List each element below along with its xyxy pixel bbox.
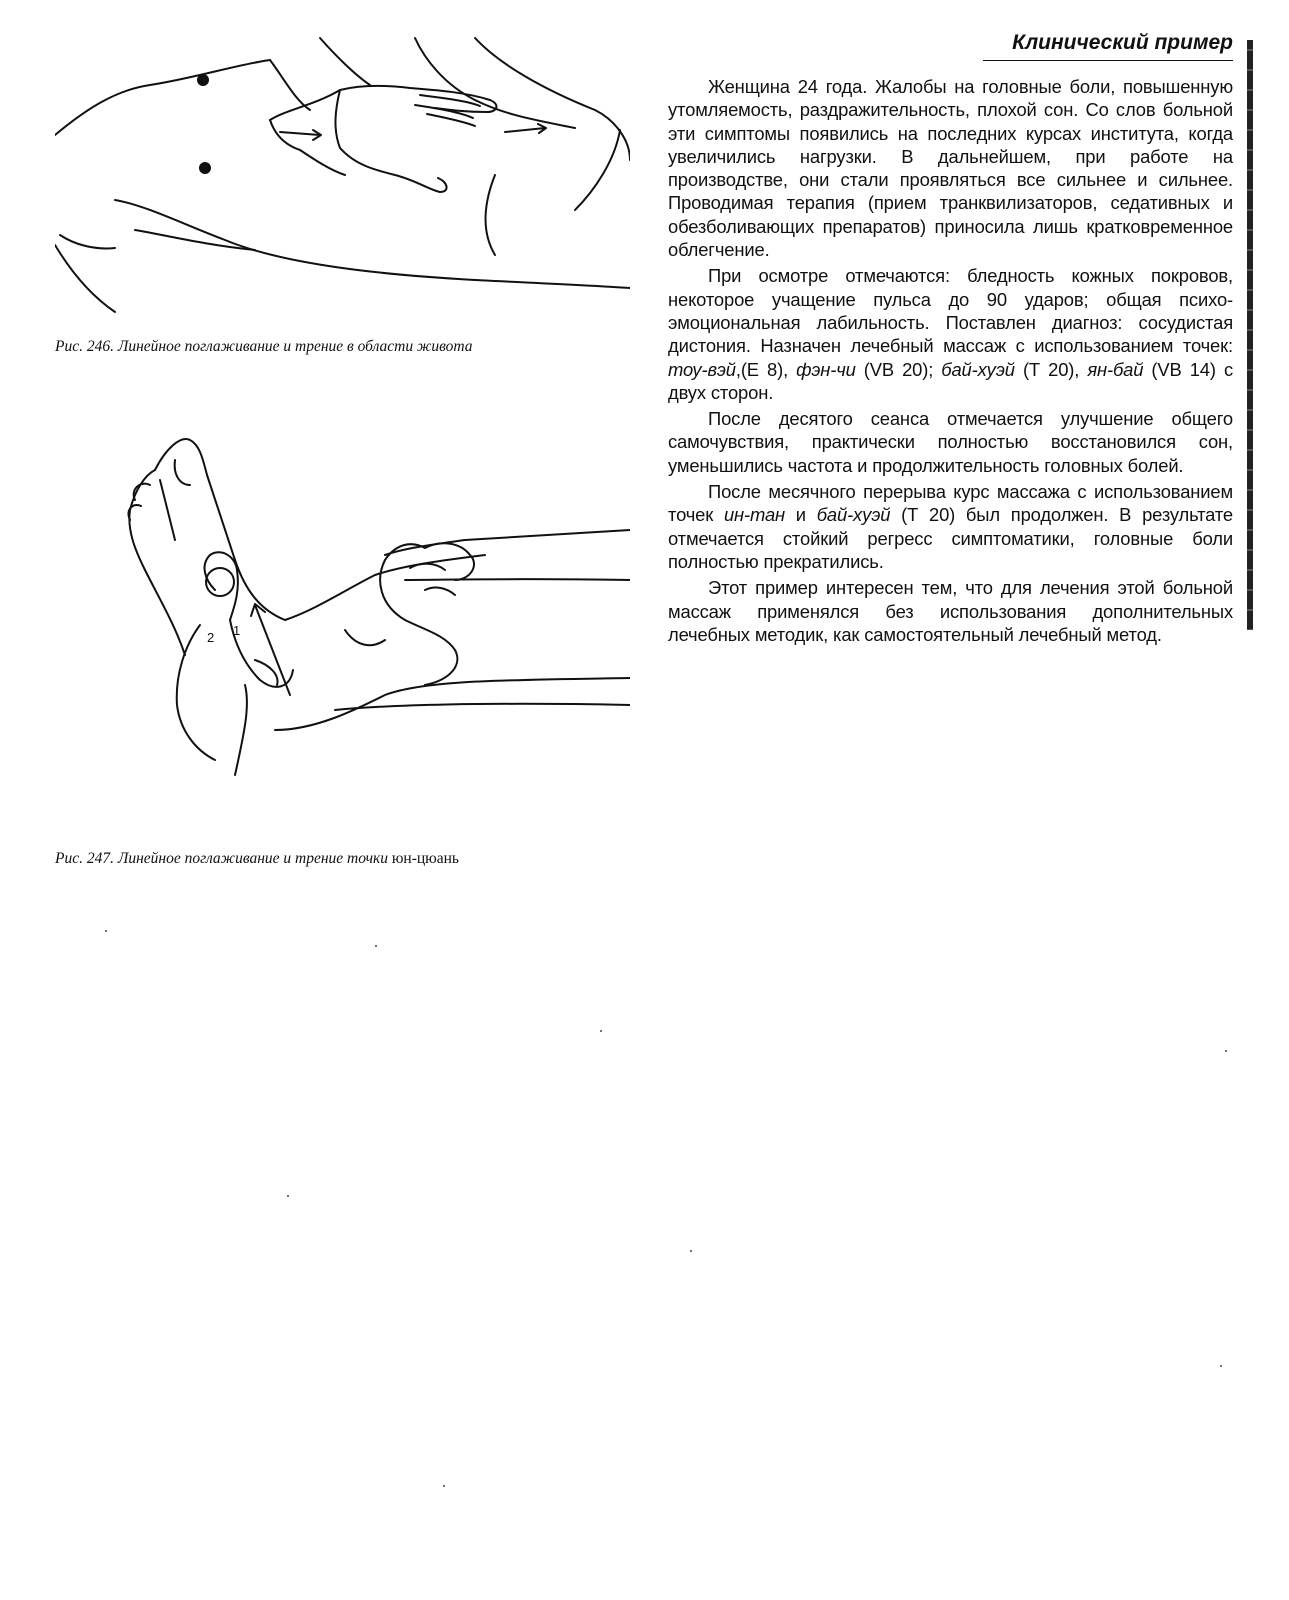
figure-247-caption (55, 850, 630, 867)
figure-247-caption-point: юн-цюань (391, 850, 459, 867)
point-name: бай-хуэй (816, 504, 891, 526)
point-name: ян-бай (1087, 358, 1144, 380)
page-edge-mark (1247, 40, 1253, 630)
paragraph-second-course: После месячного перерыва курс массажа с использованием точек ин-тан и бай-хуэй (Т 20) был продолжен. В результате отмечается стойкий регресс симптоматики, головные боли полностью прекратились. (668, 481, 1233, 572)
scan-speck (1220, 1365, 1222, 1367)
abdomen-massage-illustration (55, 30, 630, 320)
figure-247-foot-massage (85, 430, 630, 780)
running-title: Клинический пример (983, 30, 1233, 61)
paragraph-examination: При осмотре отмечаются: бледность кожных покровов, некоторое учащение пульса до 90 ударов; общая психо-эмоциональная лабильность. Поставлен диагноз: сосудистая дистония. Назначен лечебный массаж с использованием точек: тоу-вэй,(Е 8), фэн-чи (VB 20); бай-хуэй (Т 20), ян-бай (VB 14) с двух сторон. (668, 265, 1234, 403)
scan-speck (690, 1250, 692, 1252)
right-column (668, 30, 1233, 649)
scan-speck (600, 1030, 602, 1032)
point-name: фэн-чи (796, 358, 856, 380)
point-name: ин-тан (723, 504, 785, 526)
figure-246-caption: Рис. 246. Линейное поглаживание и трение в области живота (55, 338, 473, 355)
point-label-1: 1 (233, 623, 241, 638)
figure-247-caption-text: Рис. 247. Линейное поглаживание и трение точки (55, 850, 388, 867)
figure-246-abdomen-massage (55, 30, 630, 320)
scan-speck (443, 1485, 445, 1487)
scan-speck (1225, 1050, 1227, 1052)
paragraph-conclusion: Этот пример интересен тем, что для лечения этой больной массаж применялся без использования дополнительных лечебных методик, как самостоятельный лечебный метод. (668, 577, 1233, 645)
scan-speck (375, 945, 377, 947)
point-label-2: 2 (207, 630, 215, 645)
point-name: тоу-вэй (668, 358, 736, 380)
point-name: бай-хуэй (941, 358, 1015, 380)
paragraph-complaints: Женщина 24 года. Жалобы на головные боли, повышенную утомляемость, раздражительность, плохой сон. Со слов больной эти симптомы появились на последних курсах института, когда увеличились нагрузки. В дальнейшем, при работе на производстве, они стали проявляться все сильнее и сильнее. Проводимая терапия (прием транквилизаторов, седативных и обезболивающих препаратов) приносила лишь кратковременное облегчение. (668, 76, 1233, 261)
scan-speck (105, 930, 107, 932)
foot-massage-illustration (85, 430, 630, 780)
scan-speck (287, 1195, 289, 1197)
paragraph-improvement: После десятого сеанса отмечается улучшение общего самочувствия, практически полностью восстановился сон, уменьшились частота и продолжительность головных болей. (668, 408, 1233, 476)
